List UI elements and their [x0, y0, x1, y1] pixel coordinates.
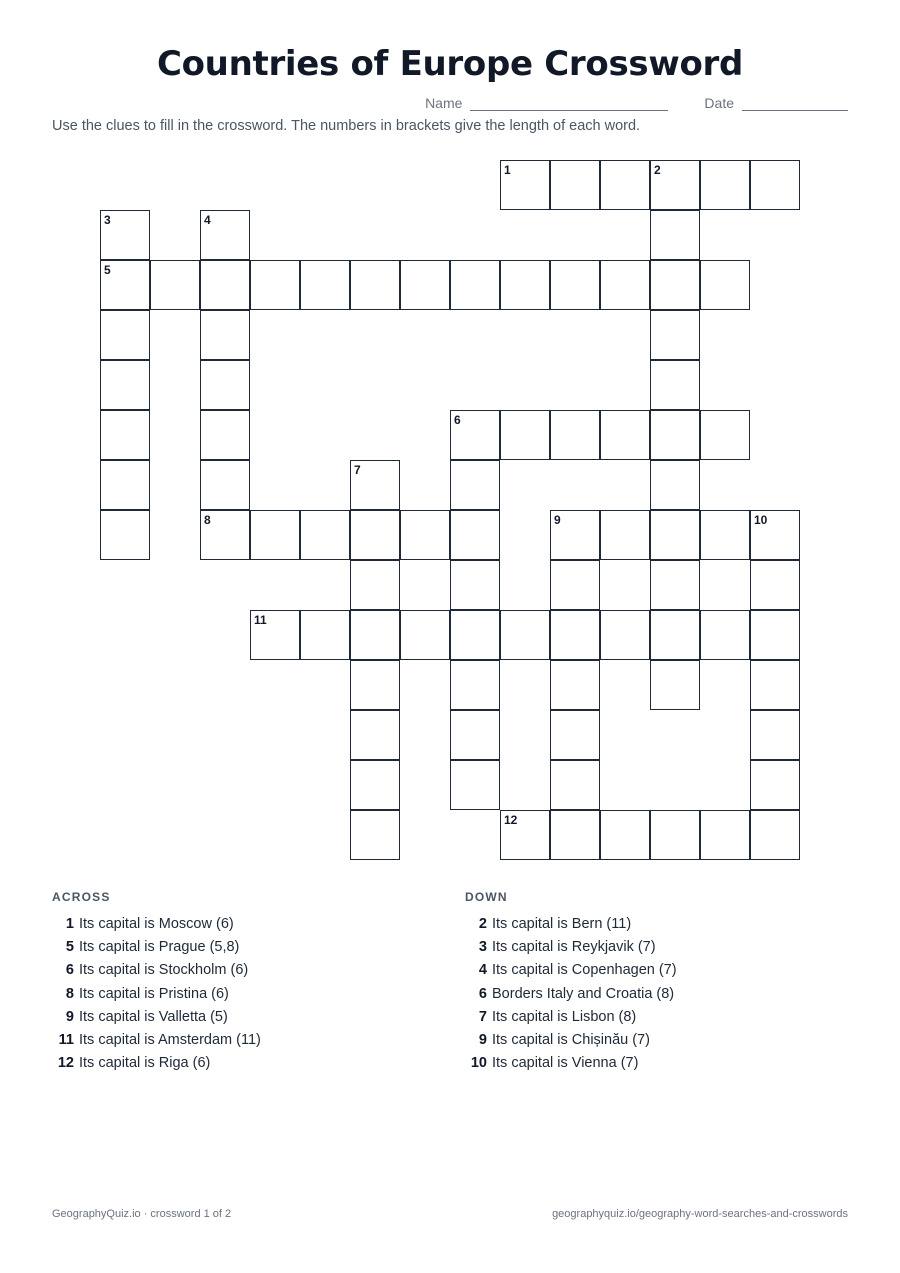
grid-cell[interactable] [700, 160, 750, 210]
grid-cell[interactable] [200, 510, 250, 560]
clue-number: 5 [104, 263, 111, 277]
grid-cell[interactable] [200, 360, 250, 410]
grid-cell[interactable] [100, 410, 150, 460]
grid-cell[interactable] [650, 260, 700, 310]
grid-cell[interactable] [650, 210, 700, 260]
instructions: Use the clues to fill in the crossword. The numbers in brackets give the length of each word. [52, 118, 641, 134]
grid-cell[interactable] [350, 610, 400, 660]
grid-cell[interactable] [650, 310, 700, 360]
down-clue: 9 Its capital is Chișinău (7) [478, 1031, 650, 1048]
grid-cell[interactable] [100, 210, 150, 260]
down-clue: 2 Its capital is Bern (11) [478, 916, 632, 932]
across-clue: 9 Its capital is Valletta (5) [65, 1008, 228, 1025]
down-clue: 4 Its capital is Copenhagen (7) [478, 962, 677, 979]
across-clues [52, 890, 261, 1075]
across-clue: 1 Its capital is Moscow (6) [65, 916, 234, 932]
grid-cell[interactable] [650, 660, 700, 710]
grid-cell[interactable] [600, 410, 650, 460]
grid-cell[interactable] [650, 460, 700, 510]
grid-cell[interactable] [650, 810, 700, 860]
grid-cell[interactable] [250, 510, 300, 560]
grid-cell[interactable] [450, 660, 500, 710]
clue-number: 8 [204, 513, 211, 527]
grid-cell[interactable] [450, 560, 500, 610]
clue-number: 7 [354, 463, 361, 477]
grid-cell[interactable] [550, 710, 600, 760]
clue-number: 11 [254, 613, 267, 627]
across-clue: 12 Its capital is Riga (6) [57, 1055, 211, 1072]
grid-cell[interactable] [600, 610, 650, 660]
grid-cell[interactable] [650, 610, 700, 660]
grid-cell[interactable] [550, 810, 600, 860]
grid-cell[interactable] [550, 610, 600, 660]
across-clue: 5 Its capital is Prague (5,8) [65, 939, 240, 956]
grid-cell[interactable] [550, 760, 600, 810]
clue-number: 2 [654, 163, 661, 177]
grid-cell[interactable] [400, 260, 450, 310]
grid-cell[interactable] [100, 360, 150, 410]
down-clues [465, 890, 677, 1075]
grid-cell[interactable] [600, 510, 650, 560]
down-clue: 3 Its capital is Reykjavik (7) [478, 939, 656, 956]
grid-cell[interactable] [400, 610, 450, 660]
clue-number: 6 [454, 413, 461, 427]
grid-cell[interactable] [700, 260, 750, 310]
footer-left: GeographyQuiz.io · crossword 1 of 2 [52, 1208, 232, 1220]
grid-cell[interactable] [750, 560, 800, 610]
grid-cell[interactable] [750, 810, 800, 860]
grid-cell[interactable] [650, 510, 700, 560]
grid-cell[interactable] [350, 560, 400, 610]
grid-cell[interactable] [250, 260, 300, 310]
down-clue: 10 Its capital is Vienna (7) [470, 1055, 639, 1072]
grid-cell[interactable] [650, 560, 700, 610]
grid-cell[interactable] [750, 760, 800, 810]
date-label: Date [704, 95, 734, 111]
grid-cell[interactable] [300, 510, 350, 560]
clue-number: 12 [504, 813, 518, 827]
grid-cell[interactable] [750, 710, 800, 760]
footer-right: geographyquiz.io/geography-word-searches-and-crosswords [552, 1208, 848, 1220]
grid-cell[interactable] [350, 660, 400, 710]
grid-cell[interactable] [500, 610, 550, 660]
grid-cell[interactable] [700, 810, 750, 860]
grid-cell[interactable] [750, 160, 800, 210]
grid-cell[interactable] [400, 510, 450, 560]
grid-cell[interactable] [550, 260, 600, 310]
grid-cell[interactable] [350, 710, 400, 760]
grid-cell[interactable] [300, 610, 350, 660]
grid-cell[interactable] [700, 610, 750, 660]
grid-cell[interactable] [550, 160, 600, 210]
clue-number: 10 [754, 513, 768, 527]
grid-cell[interactable] [550, 560, 600, 610]
grid-cell[interactable] [650, 360, 700, 410]
grid-cell[interactable] [200, 260, 250, 310]
grid-cell[interactable] [550, 660, 600, 710]
grid-cell[interactable] [500, 410, 550, 460]
clue-number: 3 [104, 213, 111, 227]
grid-cell[interactable] [600, 810, 650, 860]
grid-cell[interactable] [300, 260, 350, 310]
down-heading: DOWN [465, 890, 508, 904]
grid-cell[interactable] [600, 260, 650, 310]
across-clue: 6 Its capital is Stockholm (6) [65, 962, 249, 979]
grid-cell[interactable] [550, 510, 600, 560]
grid-cell[interactable] [200, 410, 250, 460]
grid-cell[interactable] [700, 510, 750, 560]
grid-cell[interactable] [450, 410, 500, 460]
page-title: Countries of Europe Crossword [156, 44, 744, 84]
grid-cell[interactable] [200, 310, 250, 360]
grid-cell[interactable] [200, 210, 250, 260]
grid-cell[interactable] [250, 610, 300, 660]
grid-cell[interactable] [350, 260, 400, 310]
grid-cell[interactable] [450, 510, 500, 560]
grid-cell[interactable] [450, 260, 500, 310]
across-heading: ACROSS [52, 890, 111, 904]
grid-cell[interactable] [350, 510, 400, 560]
clue-number: 1 [504, 163, 511, 177]
grid-cell[interactable] [100, 260, 150, 310]
clue-number: 4 [204, 213, 211, 227]
grid-cell[interactable] [450, 460, 500, 510]
grid-cell[interactable] [750, 610, 800, 660]
grid-cell[interactable] [450, 710, 500, 760]
name-label: Name [425, 95, 463, 111]
grid-cell[interactable] [150, 260, 200, 310]
grid-cell[interactable] [500, 160, 550, 210]
grid-cell[interactable] [450, 760, 500, 810]
clue-number: 9 [554, 513, 561, 527]
grid-cell[interactable] [750, 510, 800, 560]
across-clue: 11 Its capital is Amsterdam (11) [58, 1031, 261, 1048]
grid-cell[interactable] [600, 160, 650, 210]
grid-cell[interactable] [500, 810, 550, 860]
grid-cell[interactable] [450, 610, 500, 660]
down-clue: 6 Borders Italy and Croatia (8) [478, 985, 675, 1002]
grid-cell[interactable] [650, 410, 700, 460]
grid-cell[interactable] [550, 410, 600, 460]
grid-cell[interactable] [100, 310, 150, 360]
grid-cell[interactable] [350, 460, 400, 510]
grid-cell[interactable] [650, 160, 700, 210]
grid-cell[interactable] [350, 760, 400, 810]
grid-cell[interactable] [700, 410, 750, 460]
grid-cell[interactable] [750, 660, 800, 710]
grid-cell[interactable] [200, 460, 250, 510]
grid-cell[interactable] [100, 460, 150, 510]
down-clue: 7 Its capital is Lisbon (8) [478, 1008, 637, 1025]
grid-cell[interactable] [500, 260, 550, 310]
across-clue: 8 Its capital is Pristina (6) [65, 985, 229, 1002]
grid-cell[interactable] [350, 810, 400, 860]
grid-cell[interactable] [100, 510, 150, 560]
